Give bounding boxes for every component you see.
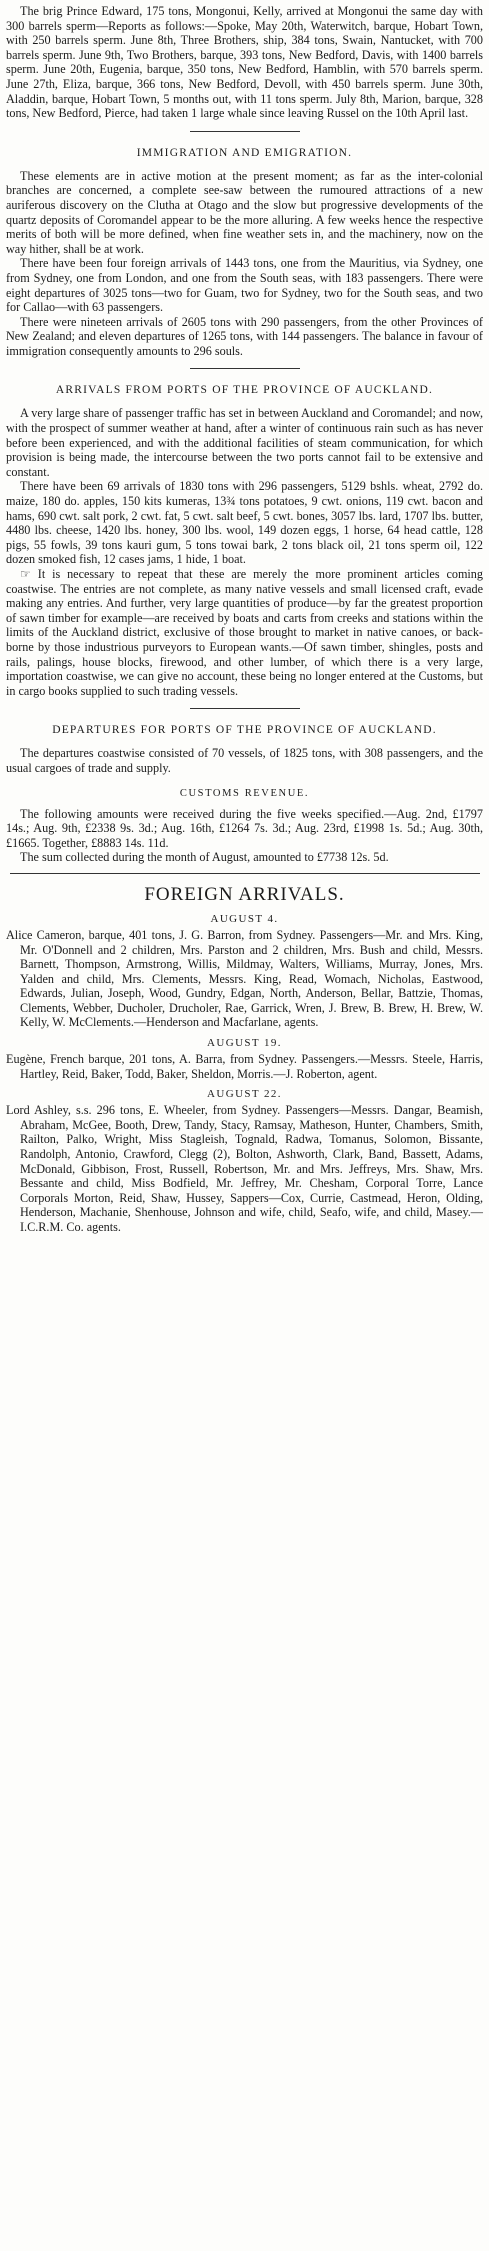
foreign-arrivals-heading: FOREIGN ARRIVALS.: [144, 883, 345, 905]
departures-auckland-paragraph: The departures coastwise consisted of 70 vessels, of 1825 tons, with 308 passengers, and the usual cargoes of trade and supply.: [6, 746, 483, 775]
arrival-date: AUGUST 4.: [210, 912, 279, 925]
section-divider: [10, 873, 480, 874]
ship-name: Alice Cameron,: [6, 927, 85, 942]
immigration-paragraph: There were nineteen arrivals of 2605 tons with 290 passengers, from the other Provinces of New Zealand; and eleven departures of 1265 tons, with 144 passengers. The balance in favour of immigration consequently amounts to 296 souls.: [6, 314, 483, 358]
section-divider: [190, 131, 300, 132]
ship-name: Lord Ashley,: [6, 1103, 71, 1118]
arrivals-auckland-paragraph: ☞ It is necessary to repeat that these are merely the more prominent articles coming coastwise. The entries are not complete, as many native vessels and small licensed craft, evade making any entries. And further, very large quantities of produce—by far the greatest proportion of sawn timber for example—are received by boats and carts from creeks and stations within the limits of the Auckland district, exclusive of those brought to market in native canoes, or back-borne by those industrious purveyors to European wants.—Of sawn timber, shingles, posts and rails, palings, house blocks, firewood, and other lumber, of which there is a very large, importation coastwise, we can give no account, these being no longer entered at the Customs, but in cargo books supplied to such trading vessels.: [6, 567, 483, 698]
arrival-details: s.s. 296 tons, E. Wheeler, from Sydney. Passengers—Messrs. Dangar, Beamish, Abraham, McGee, Booth, Drew, Tandy, Stacy, Ramsay, Matheson, Hunter, Chambers, Smith, Railton, Palko, Wright, Miss Stagleish, Tognald, Radwa, Tomanus, Solomon, Bissante, Randolph, Antonio, Crawford, Clegg (2), Bolton, Ashworth, Clark, Band, Bassett, Adams, McDonald, Gibbison, Frost, Russell, Robertson, Mr. and Mrs. Jeffreys, Mrs. Shaw, Mrs. Bessante and child, Miss Bodfield, Mr. Jeffrey, Mr. Chesham, Corporal Torre, Lance Corporals Morton, Reid, Shaw, Hussey, Sappers—Cox, Currie, Castmead, Heron, Olding, Henderson, Machanie, Shenhouse, Johnson and wife, child, Seafo, wife, and child, Masey.—I.C.R.M. Co. agents.: [20, 1103, 483, 1234]
arrival-details: barque, 401 tons, J. G. Barron, from Sydney. Passengers—Mr. and Mrs. King, Mr. O'Donnell and 2 children, Mrs. Parston and 2 children, Mrs. Bush and child, Messrs. Barnett, Thompson, Armstrong, Willis, Mildmay, Walters, Williams, Murray, Jones, Mrs. Yalden and child, Mrs. Clements, Messrs. King, Read, Womach, Nicholas, Eastwood, Edwards, Julian, Joseph, Wood, Gundry, Edgan, North, Anderson, Bellar, Battzie, Thomas, Clements, Webber, Ducholer, Drucholer, Rae, Garrick, Wren, J. Brew, B. Brew, H. Brew, W. Kelly, W. McClements.—Henderson and Macfarlane, agents.: [20, 927, 483, 1030]
immigration-paragraph: There have been four foreign arrivals of 1443 tons, one from the Mauritius, via Sydney, one from Sydney, one from London, and one from the South seas, with 183 passengers. There were eight departures of 3025 tons—two for Guam, two for Sydney, two for the South seas, and two for Callao—with 63 passengers.: [6, 256, 483, 315]
arrival-details: French barque, 201 tons, A. Barra, from Sydney. Passengers.—Messrs. Steele, Harris, Hartley, Reid, Baker, Todd, Baker, Sheldon, Morris.—J. Roberton, agent.: [20, 1052, 483, 1081]
shipping-report-paragraph: The brig Prince Edward, 175 tons, Mongonui, Kelly, arrived at Mongonui the same day with 300 barrels sperm—Reports as follows:—Spoke, May 20th, Waterwitch, barque, Hobart Town, with 250 barrels sperm. June 8th, Three Brothers, ship, 384 tons, Swain, Nantucket, with 700 barrels sperm. June 9th, Two Brothers, barque, 393 tons, New Bedford, Davis, with 1400 barrels sperm. June 20th, Eugenia, barque, 350 tons, New Bedford, Hamblin, with 570 barrels sperm. June 27th, Eliza, barque, 366 tons, New Bedford, Devoll, with 450 barrels sperm. June 30th, Aladdin, barque, Hobart Town, 5 months out, with 11 tons sperm. July 8th, Marion, barque, 328 tons, New Bedford, Pierce, had taken 1 large whale since leaving Russel on the 10th April last.: [6, 4, 483, 121]
departures-auckland-heading: DEPARTURES FOR PORTS OF THE PROVINCE OF AUCKLAND.: [52, 724, 437, 737]
customs-paragraph: The sum collected during the month of August, amounted to £7738 12s. 5d.: [20, 850, 389, 865]
section-divider: [190, 368, 300, 369]
arrival-entry: [6, 1052, 483, 1081]
immigration-paragraph: These elements are in active motion at the present moment; as far as the inter-colonial branches are concerned, a complete see-saw between the rumoured attractions of a new auriferous discovery on the Clutha at Otago and the slow but progressive developments of the quartz deposits of Coromandel appear to be the more alluring. A few weeks hence the respective merits of both will be more defined, when fine weather sets in, and the machinery, now on the way hither, shall be at work.: [6, 168, 483, 256]
arrivals-auckland-paragraph: There have been 69 arrivals of 1830 tons with 296 passengers, 5129 bshls. wheat, 2792 do. maize, 180 do. apples, 150 kits kumeras, 13¾ tons potatoes, 9 cwt. onions, 119 cwt. bacon and hams, 690 cwt. salt pork, 2 cwt. fat, 5 cwt. salt beef, 5 cwt. bones, 3057 lbs. lard, 1707 lbs. butter, 4480 lbs. cheese, 1420 lbs. honey, 300 lbs. wool, 149 dozen eggs, 1 horse, 64 head cattle, 128 pigs, 55 fowls, 39 tons kauri gum, 5 tons towai bark, 2 tons black oil, 21 tons sperm oil, 122 dozen smoked fish, 12 cases jams, 1 hide, 1 boat.: [6, 479, 483, 567]
arrival-entry: [6, 1103, 483, 1234]
arrivals-auckland-heading: ARRIVALS FROM PORTS OF THE PROVINCE OF AUCKLAND.: [55, 384, 434, 397]
arrival-entry: [6, 928, 483, 1030]
customs-paragraph: The following amounts were received during the five weeks specified.—Aug. 2nd, £1797 14s.; Aug. 9th, £2338 9s. 3d.; Aug. 16th, £1264 7s. 3d.; Aug. 23rd, £1998 1s. 5d.; Aug. 30th, £1665. Together, £8883 14s. 11d.: [6, 806, 483, 850]
immigration-heading: IMMIGRATION AND EMIGRATION.: [136, 146, 353, 159]
arrival-date: AUGUST 19.: [207, 1037, 282, 1050]
customs-heading: CUSTOMS REVENUE.: [179, 787, 310, 799]
arrival-date: AUGUST 22.: [207, 1088, 282, 1101]
ship-name: Eugène,: [6, 1052, 46, 1067]
arrivals-auckland-paragraph: A very large share of passenger traffic has set in between Auckland and Coromandel; and now, with the prospect of summer weather at hand, after a winter of continuous rain such as has never before been experienced, and with the additional facilities of steam communication, for which provision is being made, the intercourse between the two ports cannot fail to be extensive and constant.: [6, 406, 483, 479]
section-divider: [190, 708, 300, 709]
